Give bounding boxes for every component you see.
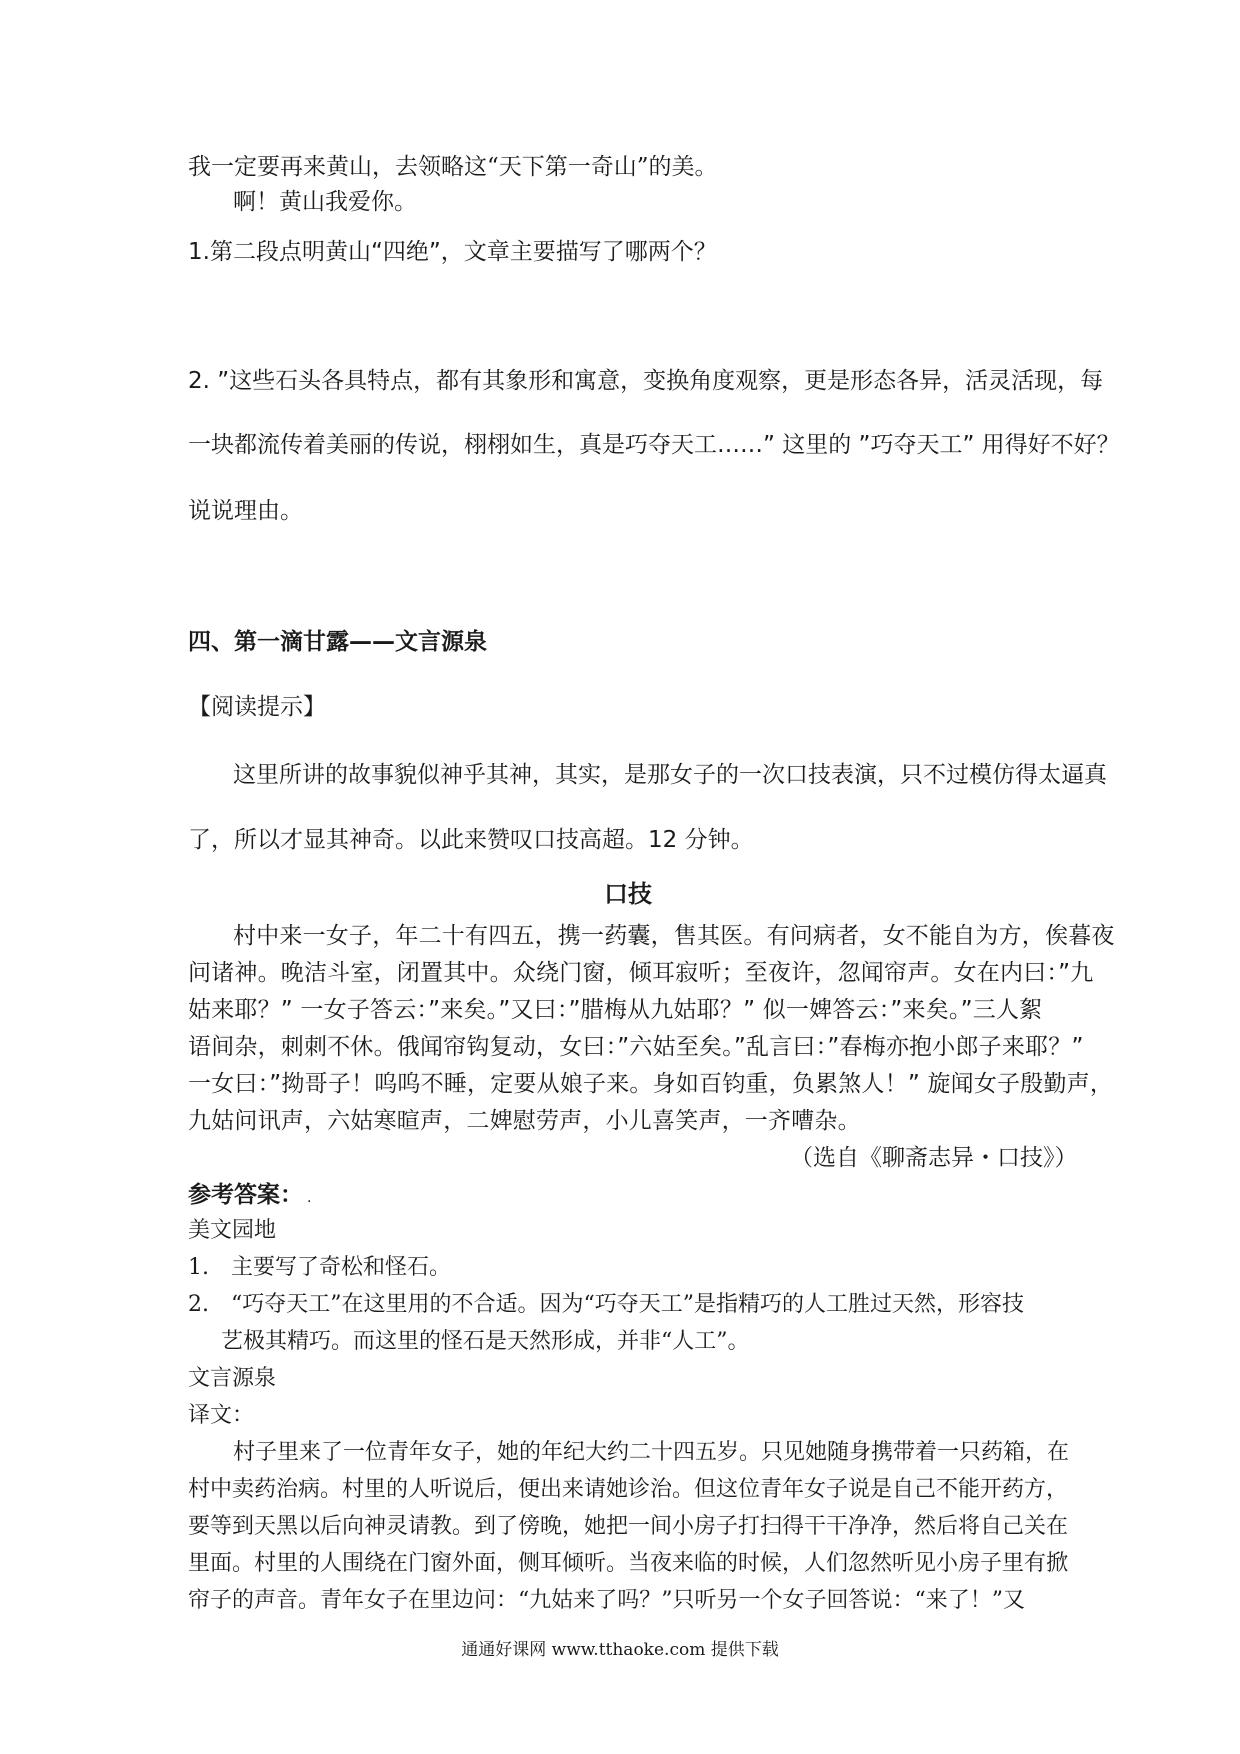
answer-1: 1. 主要写了奇松和怪石。 bbox=[188, 1255, 451, 1280]
story-line-6: 九姑问讯声，六姑寒暄声，二婢慰劳声，小儿喜笑声，一齐嘈杂。 bbox=[188, 1108, 861, 1134]
answer-2-line-2: 艺极其精巧。而这里的怪石是天然形成，并非“人工”。 bbox=[221, 1329, 750, 1354]
reading-tip-label: 【阅读提示】 bbox=[188, 694, 326, 720]
story-line-1: 村中来一女子，年二十有四五，携一药囊，售其医。有问病者，女不能自为方，俟暮夜 bbox=[233, 923, 1115, 949]
translation-line-2: 村中卖药治病。村里的人听说后，便出来请她诊治。但这位青年女子说是自己不能开药方， bbox=[188, 1477, 1069, 1502]
intro-line-1: 我一定要再来黄山，去领略这“天下第一奇山”的美。 bbox=[188, 154, 718, 180]
story-line-3: 姑来耶？” 一女子答云：”来矣。”又曰：”腊梅从九姑耶？” 似一婢答云：”来矣。”三人絮 bbox=[188, 997, 1043, 1023]
reading-tip-line-1: 这里所讲的故事貌似神乎其神，其实，是那女子的一次口技表演，只不过模仿得太逼真 bbox=[233, 762, 1107, 788]
story-line-2: 问诸神。晚洁斗室，闭置其中。众绕门窗，倾耳寂听；至夜许，忽闻帘声。女在内曰：”九 bbox=[188, 960, 1094, 986]
answers-heading-dot: . bbox=[307, 1190, 312, 1206]
answers-section-1: 美文园地 bbox=[188, 1218, 277, 1243]
section-heading: 四、第一滴甘露——文言源泉 bbox=[188, 629, 487, 655]
page-footer: 通通好课网 www.tthaoke.com 提供下载 bbox=[461, 1640, 779, 1660]
question-2-line-1: 2. ”这些石头各具特点，都有其象形和寓意，变换角度观察，更是形态各异，活灵活现，每 bbox=[188, 368, 1104, 394]
story-line-4: 语间杂，刺刺不休。俄闻帘钩复动，女曰：”六姑至矣。”乱言曰：”春梅亦抱小郎子来耶？” bbox=[188, 1034, 1084, 1060]
answers-heading-text: 参考答案： bbox=[188, 1182, 303, 1208]
translation-line-5: 帘子的声音。青年女子在里边问：“九姑来了吗？”只听另一个女子回答说：“来了！”又 bbox=[188, 1588, 1025, 1613]
story-title: 口技 bbox=[604, 880, 652, 908]
story-source: （选自《聊斋志异・口技》） bbox=[790, 1145, 1078, 1171]
translation-line-1: 村子里来了一位青年女子，她的年纪大约二十四五岁。只见她随身携带着一只药箱，在 bbox=[233, 1440, 1070, 1465]
question-2-line-2: 一块都流传着美丽的传说，栩栩如生，真是巧夺天工……” 这里的 ”巧夺天工” 用得好不好？ bbox=[188, 432, 1120, 458]
question-1: 1.第二段点明黄山“四绝”，文章主要描写了哪两个？ bbox=[188, 239, 717, 265]
reading-tip-line-2: 了，所以才显其神奇。以此来赞叹口技高超。12 分钟。 bbox=[188, 827, 754, 853]
answers-heading bbox=[188, 1180, 311, 1213]
question-2-line-3: 说说理由。 bbox=[188, 498, 303, 524]
translation-label: 译文： bbox=[188, 1403, 255, 1428]
intro-line-2: 啊！黄山我爱你。 bbox=[233, 189, 417, 215]
translation-line-3: 要等到天黑以后向神灵请教。到了傍晚，她把一间小房子打扫得干干净净，然后将自己关在 bbox=[188, 1514, 1069, 1539]
answers-section-2: 文言源泉 bbox=[188, 1366, 277, 1391]
story-line-5: 一女曰：”拗哥子！呜呜不睡，定要从娘子来。身如百钧重，负累煞人！” 旋闻女子殷勤声， bbox=[188, 1071, 1114, 1097]
translation-line-4: 里面。村里的人围绕在门窗外面，侧耳倾听。当夜来临的时候，人们忽然听见小房子里有掀 bbox=[188, 1551, 1069, 1576]
answer-2-line-1: 2. “巧夺天工”在这里用的不合适。因为“巧夺天工”是指精巧的人工胜过天然，形容技 bbox=[188, 1292, 1024, 1317]
